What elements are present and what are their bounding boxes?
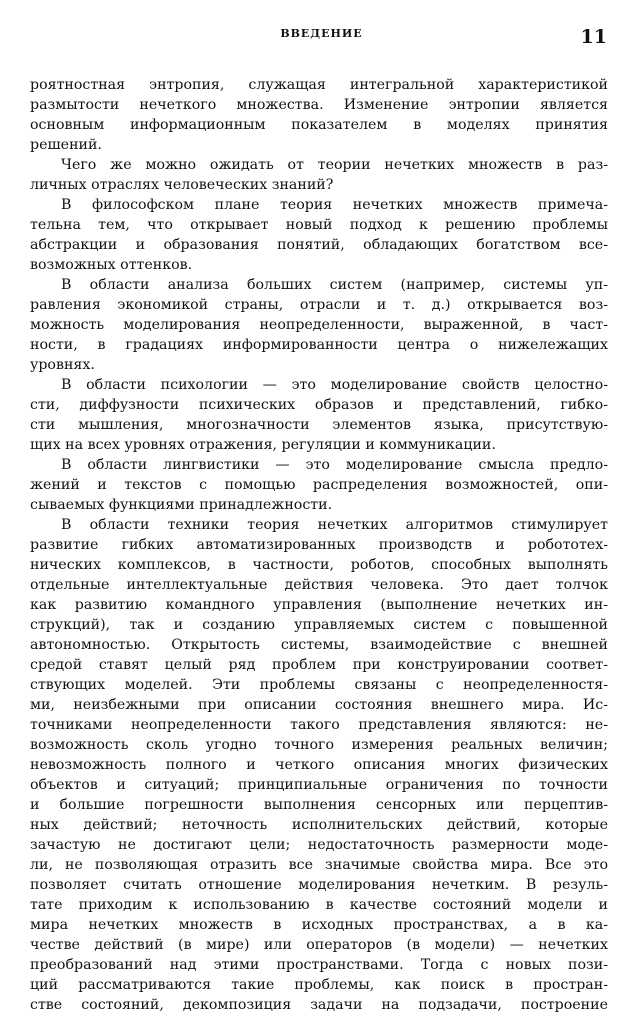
text-line: уровнях.	[30, 357, 95, 373]
text-line: жений и текстов с помощью распределения возможностей, опи-	[30, 477, 608, 493]
text-line: В области анализа больших систем (например, системы уп-	[61, 277, 608, 293]
text-line: В области лингвистики — это моделирование смысла предло-	[61, 457, 608, 473]
text-line: невозможность полного и четкого описания многих физических	[30, 757, 608, 773]
text-line: абстракции и образования понятий, обладающих богатством все-	[30, 237, 608, 253]
text-line: роятностная энтропия, служащая интегральной характеристикой	[30, 77, 608, 93]
text-line: мира нечетких множеств в исходных пространствах, а в ка-	[30, 917, 608, 933]
text-line: сти, диффузности психических образов и представлений, гибко-	[30, 397, 608, 413]
body-text	[30, 75, 608, 1015]
text-line: равления экономикой страны, отрасли и т. д.) открывается воз-	[30, 297, 608, 313]
text-line: стве состояний, декомпозиция задачи на подзадачи, построение	[30, 997, 608, 1013]
text-line: нических комплексов, в частности, роботов, способных выполнять	[30, 557, 608, 573]
text-line: ли, не позволяющая отразить все значимые свойства мира. Все это	[30, 857, 608, 873]
text-line: щих на всех уровнях отражения, регуляции и коммуникации.	[30, 437, 496, 453]
text-line: В области техники теория нечетких алгоритмов стимулирует	[61, 517, 608, 533]
text-line: можность моделирования неопределенности, выраженной, в част-	[30, 317, 608, 333]
text-line: личных отраслях человеческих знаний?	[30, 177, 334, 193]
text-line: средой ставят целый ряд проблем при конструировании соответ-	[30, 657, 608, 673]
text-line: ных действий; неточность исполнительских действий, которые	[30, 817, 608, 833]
text-line: честве действий (в мире) или операторов (в модели) — нечетких	[30, 937, 608, 953]
text-line: точниками неопределенности такого представления являются: не-	[30, 717, 608, 733]
text-line: струкций), так и созданию управляемых систем с повышенной	[30, 617, 608, 633]
text-line: сываемых функциями принадлежности.	[30, 497, 333, 513]
running-header: ВВЕДЕНИЕ	[280, 27, 363, 40]
text-line: ности, в градациях информированности центра о нижележащих	[30, 337, 608, 353]
text-line: решений.	[30, 137, 102, 153]
text-line: преобразований над этими пространствами. Тогда с новых пози-	[30, 957, 608, 973]
text-line: и большие погрешности выполнения сенсорных или перцептив-	[30, 797, 608, 813]
text-line: ций рассматриваются такие проблемы, как поиск в простран-	[30, 977, 608, 993]
page-number: 11	[580, 26, 607, 48]
text-line: тате приходим к использованию в качестве состояний модели и	[30, 897, 608, 913]
text-line: отдельные интеллектуальные действия человека. Это дает толчок	[30, 577, 608, 593]
text-line: зачастую не достигают цели; недостаточность размерности моде-	[30, 837, 608, 853]
text-line: размытости нечеткого множества. Изменение энтропии является	[30, 97, 608, 113]
text-line: ствующих моделей. Эти проблемы связаны с неопределенностя-	[30, 677, 608, 693]
text-line: развитие гибких автоматизированных производств и робототех-	[30, 537, 608, 553]
text-line: ми, неизбежными при описании состояния внешнего мира. Ис-	[30, 697, 608, 713]
text-line: автономностью. Открытость системы, взаимодействие с внешней	[30, 637, 608, 653]
text-line: тельна тем, что открывает новый подход к решению проблемы	[30, 217, 608, 233]
text-line: возможных оттенков.	[30, 257, 193, 273]
text-line: В философском плане теория нечетких множеств примеча-	[61, 197, 608, 213]
text-line: сти мышления, многозначности элементов языка, присутствую-	[30, 417, 608, 433]
text-line: Чего же можно ожидать от теории нечетких множеств в раз-	[61, 157, 608, 173]
text-line: возможность сколь угодно точного измерения реальных величин;	[30, 737, 608, 753]
text-line: В области психологии — это моделирование свойств целостно-	[61, 377, 608, 393]
text-line: позволяет считать отношение моделирования нечетким. В резуль-	[30, 877, 608, 893]
text-line: как развитию командного управления (выполнение нечетких ин-	[30, 597, 608, 613]
text-line: объектов и ситуаций; принципиальные ограничения по точности	[30, 777, 608, 793]
text-line: основным информационным показателем в моделях принятия	[30, 117, 608, 133]
